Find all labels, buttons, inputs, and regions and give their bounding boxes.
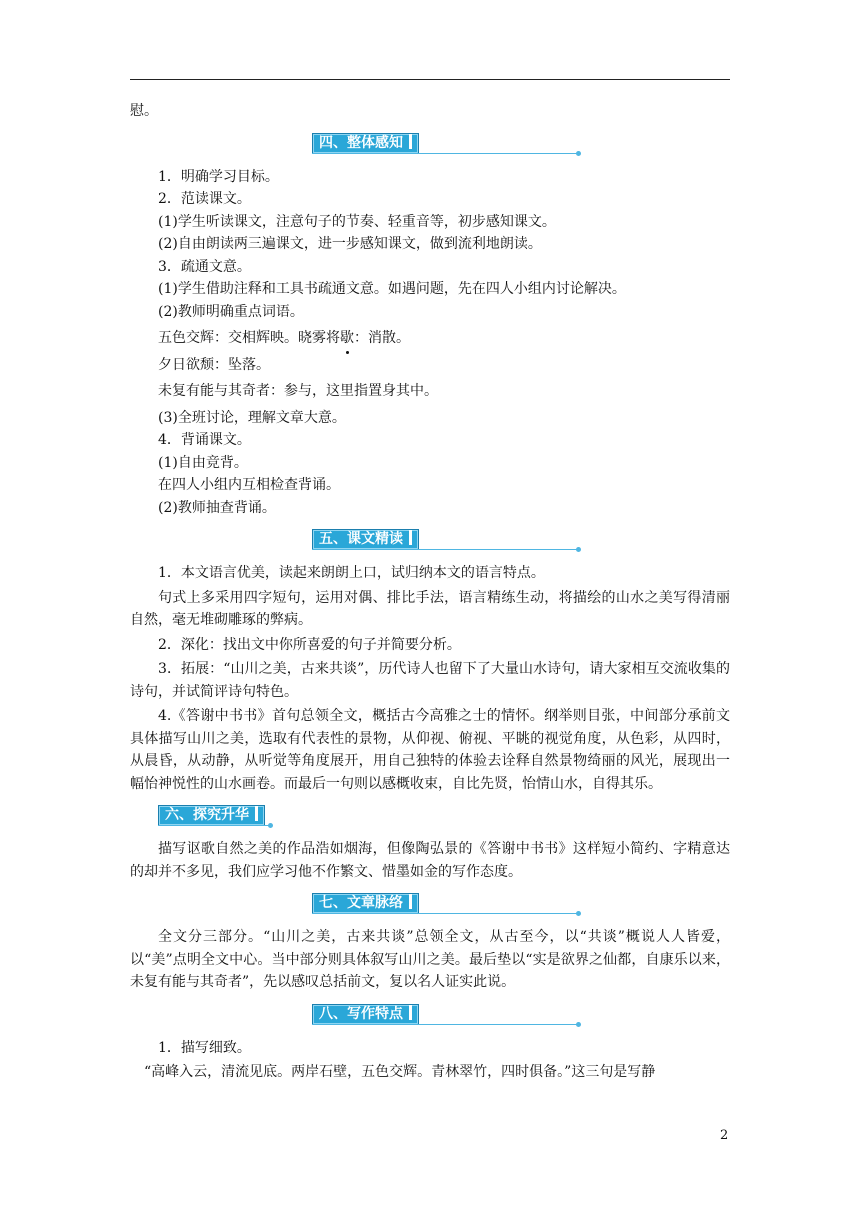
- list-item: 在四人小组内互相检查背诵。: [158, 477, 340, 493]
- list-item: 2．范读课文。: [158, 191, 251, 207]
- paragraph: 全文分三部分。“山川之美，古来共谈”总领全文，从古至今，以“共谈”概说人人皆爱，以“美”点明全文中心。当中部分则具体叙写山川之美。最后垫以“实是欲界之仙都，自康乐以来，未复有能与其奇者”，先以感叹总括前文，复以名人证实此说。: [130, 929, 730, 990]
- vocab-item: 夕日欲颓：坠落。: [158, 356, 270, 373]
- list-item: (2)教师明确重点词语。: [158, 303, 304, 320]
- section-heading-box: [312, 133, 419, 154]
- list-item: 1．明确学习目标。: [158, 168, 279, 185]
- heading-bar-icon: [409, 530, 412, 545]
- heading-underline: [158, 825, 270, 826]
- paragraph: “高峰入云，清流见底。两岸石壁，五色交辉。青林翠竹，四时俱备。”这三句是写静: [144, 1064, 656, 1080]
- section-heading-6: [130, 801, 730, 831]
- page-number: 2: [720, 1128, 729, 1143]
- heading-bar-icon: [255, 806, 258, 821]
- heading-underline: [312, 1024, 578, 1025]
- heading-underline: [312, 153, 578, 154]
- section-title: 六、探究升华: [165, 807, 249, 823]
- paragraph: 4.《答谢中书书》首句总领全文，概括古今高雅之士的情怀。纲举则目张，中间部分承前文具体描写山川之美，选取有代表性的景物，从仰视、俯视、平眺的视觉角度，从色彩，从四时，从晨昏，从动静，从听觉等角度展开，用自己独特的体验去诠释自然景物绮丽的风光，展现出一幅怡神悦性的山水画卷。而最后一句则以感概收束，自比先贤，怡情山水，自得其乐。: [130, 708, 730, 792]
- section-title: 五、课文精读: [319, 531, 403, 547]
- heading-bar-icon: [409, 134, 412, 149]
- heading-dot-icon: [576, 1022, 581, 1027]
- section-title: 八、写作特点: [319, 1005, 403, 1022]
- list-item: 3．疏通文意。: [158, 258, 251, 275]
- paragraph: 3．拓展：“山川之美，古来共谈”，历代诗人也留下了大量山水诗句，请大家相互交流收集的诗句，并试简评诗句特色。: [130, 661, 730, 700]
- list-item: 4．背诵课文。: [158, 432, 251, 448]
- list-item: 1．描写细致。: [158, 1039, 251, 1056]
- heading-bar-icon: [409, 894, 412, 909]
- paragraph: 2．深化：找出文中你所喜爱的句子并简要分析。: [158, 636, 461, 653]
- heading-underline: [312, 549, 578, 550]
- section-title: 七、文章脉络: [319, 895, 403, 911]
- vocab-item: 五色交辉：交相辉映。晓雾将歇：消散。: [130, 327, 730, 350]
- heading-dot-icon: [576, 151, 581, 156]
- list-item: (1)学生听读课文，注意句子的节奏、轻重音等，初步感知课文。: [158, 213, 556, 230]
- heading-dot-icon: [268, 823, 273, 828]
- section-heading-box: [312, 529, 419, 550]
- top-fragment: 慰。: [130, 103, 158, 119]
- emphasis-dot-char: 歇: [340, 327, 354, 350]
- section-heading-box: [312, 1004, 419, 1025]
- page-content: [130, 100, 730, 1084]
- section-heading-box: [312, 893, 419, 914]
- list-item: (1)学生借助注释和工具书疏通文意。如遇问题，先在四人小组内讨论解决。: [158, 281, 626, 297]
- heading-bar-icon: [409, 1005, 412, 1020]
- section-title: 四、整体感知: [319, 134, 403, 151]
- list-item: (2)自由朗读两三遍课文，进一步感知课文，做到流利地朗读。: [158, 236, 542, 252]
- heading-dot-icon: [576, 547, 581, 552]
- list-item: (2)教师抽查背诵。: [158, 499, 276, 516]
- section-heading-5: [130, 525, 730, 555]
- paragraph: 描写讴歌自然之美的作品浩如烟海，但像陶弘景的《答谢中书书》这样短小简约、字精意达的却并不多见，我们应学习他不作繁文、惜墨如金的写作态度。: [130, 841, 730, 880]
- section-heading-box: [158, 805, 265, 826]
- heading-dot-icon: [576, 911, 581, 916]
- paragraph: 句式上多采用四字短句，运用对偶、排比手法，语言精练生动，将描绘的山水之美写得清丽自然，毫无堆砌雕琢的弊病。: [130, 589, 730, 628]
- section-heading-8: [130, 1000, 730, 1030]
- heading-underline: [312, 913, 578, 914]
- header-rule: [130, 79, 730, 80]
- list-item: (1)自由竞背。: [158, 454, 248, 471]
- section-heading-4: [130, 129, 730, 159]
- section-heading-7: [130, 889, 730, 919]
- paragraph: 1．本文语言优美，读起来朗朗上口，试归纳本文的语言特点。: [158, 565, 545, 581]
- vocab-item: 未复有能与其奇者：参与，这里指置身其中。: [158, 383, 438, 399]
- list-item: (3)全班讨论，理解文章大意。: [158, 409, 346, 426]
